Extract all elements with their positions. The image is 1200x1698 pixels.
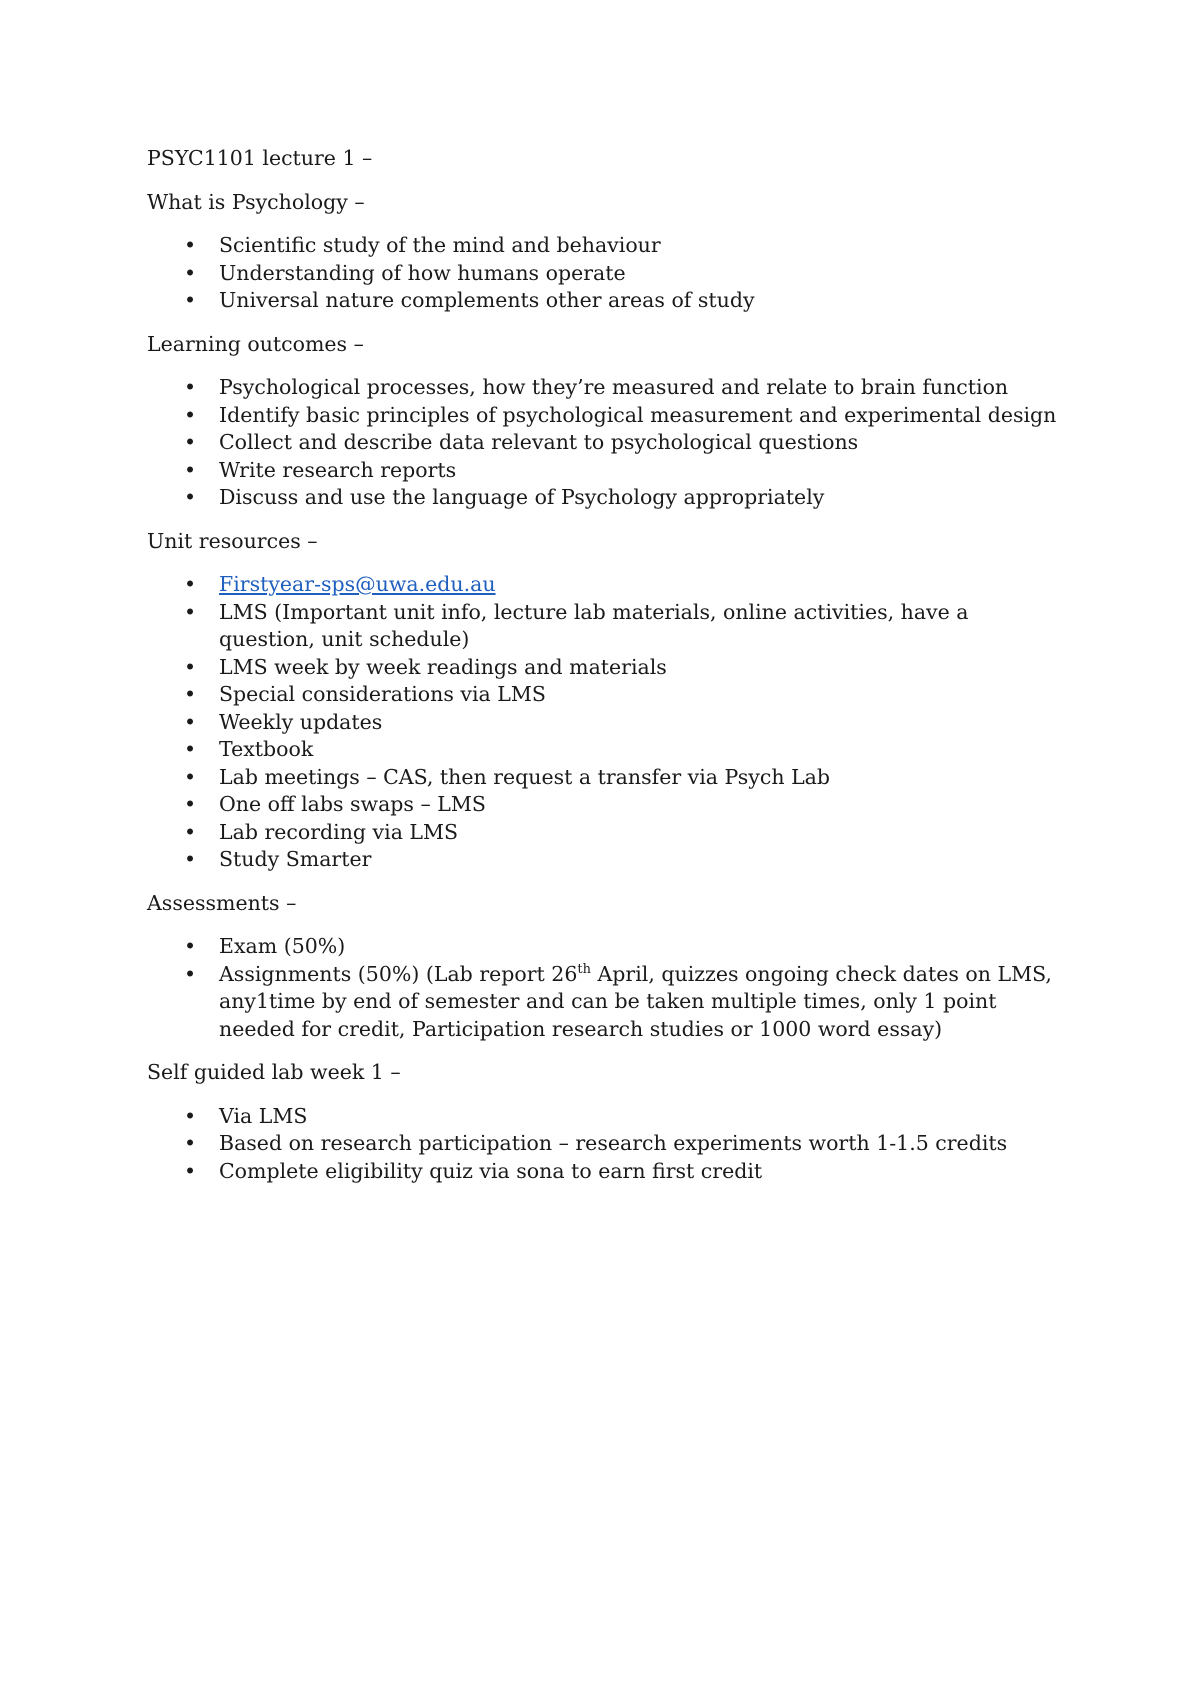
list-item: • Write research reports	[147, 457, 1067, 485]
list-unit-resources	[147, 571, 1067, 874]
list-item	[147, 961, 1067, 1044]
list-item: • Discuss and use the language of Psychology appropriately	[147, 484, 1067, 512]
list-item: • Special considerations via LMS	[147, 681, 1067, 709]
bullet-icon: •	[184, 682, 197, 706]
bullet-icon: •	[184, 792, 197, 816]
bullet-icon: •	[184, 430, 197, 454]
list-item	[147, 571, 1067, 599]
list-item: • Complete eligibility quiz via sona to earn first credit	[147, 1158, 1067, 1186]
list-item: • Lab recording via LMS	[147, 819, 1067, 847]
section-heading-learning-outcomes: Learning outcomes –	[147, 331, 364, 356]
assignments-text: Assignments (50%) (Lab report 26	[219, 961, 578, 986]
bullet-icon: •	[184, 260, 197, 285]
bullet-icon: •	[184, 457, 197, 482]
bullet-icon: •	[184, 233, 197, 257]
list-item: • One off labs swaps – LMS	[147, 791, 1067, 819]
bullet-icon: •	[184, 819, 197, 844]
bullet-icon: •	[184, 288, 197, 312]
list-item: • Exam (50%)	[147, 933, 1067, 961]
list-item: • Universal nature complements other areas of study	[147, 287, 1067, 315]
list-item: • Identify basic principles of psychological measurement and experimental design	[147, 402, 1067, 430]
list-learning-outcomes	[147, 374, 1067, 512]
bullet-icon: •	[184, 1103, 197, 1128]
list-item: • Based on research participation – research experiments worth 1-1.5 credits	[147, 1130, 1067, 1158]
bullet-icon: •	[184, 402, 197, 427]
ordinal-suffix: th	[577, 961, 591, 977]
list-item: • Via LMS	[147, 1103, 1067, 1131]
list-item: • Study Smarter	[147, 846, 1067, 874]
document-body	[147, 145, 1067, 1201]
list-item: • Textbook	[147, 736, 1067, 764]
bullet-icon: •	[184, 485, 197, 509]
list-item: • Scientific study of the mind and behaviour	[147, 232, 1067, 260]
bullet-icon: •	[184, 709, 197, 734]
bullet-icon: •	[184, 572, 197, 596]
section-heading-assessments: Assessments –	[147, 890, 297, 915]
assignments-text-rest: April, quizzes ongoing check dates on LMS, any1time by end of semester and can be taken multiple times, only 1 point needed for credit, Participation research studies or 1000 word essay)	[219, 961, 1052, 1041]
bullet-icon: •	[184, 375, 197, 399]
bullet-icon: •	[184, 654, 197, 679]
document-title: PSYC1101 lecture 1 –	[147, 146, 373, 170]
bullet-icon: •	[184, 764, 197, 789]
section-heading-what-is-psychology: What is Psychology –	[147, 189, 365, 214]
section-heading-self-guided-lab: Self guided lab week 1 –	[147, 1060, 401, 1084]
section-heading-unit-resources: Unit resources –	[147, 528, 318, 553]
email-link[interactable]: Firstyear-sps@uwa.edu.au	[219, 572, 496, 596]
list-assessments	[147, 933, 1067, 1043]
bullet-icon: •	[184, 1131, 197, 1155]
list-item: • LMS (Important unit info, lecture lab materials, online activities, have a question, unit schedule)	[184, 599, 969, 651]
bullet-icon: •	[184, 961, 197, 986]
list-item: • Weekly updates	[147, 709, 1067, 737]
list-item: • Psychological processes, how they’re measured and relate to brain function	[147, 374, 1067, 402]
bullet-icon: •	[184, 1158, 197, 1183]
list-item: • Collect and describe data relevant to psychological questions	[147, 429, 1067, 457]
bullet-icon: •	[184, 737, 197, 761]
list-what-is-psychology	[147, 232, 1067, 315]
bullet-icon: •	[184, 934, 197, 958]
list-self-guided-lab	[147, 1103, 1067, 1186]
list-item: • Lab meetings – CAS, then request a transfer via Psych Lab	[147, 764, 1067, 792]
bullet-icon: •	[184, 847, 197, 871]
bullet-icon: •	[184, 599, 197, 624]
list-item: • LMS week by week readings and materials	[147, 654, 1067, 682]
list-item: • Understanding of how humans operate	[147, 260, 1067, 288]
